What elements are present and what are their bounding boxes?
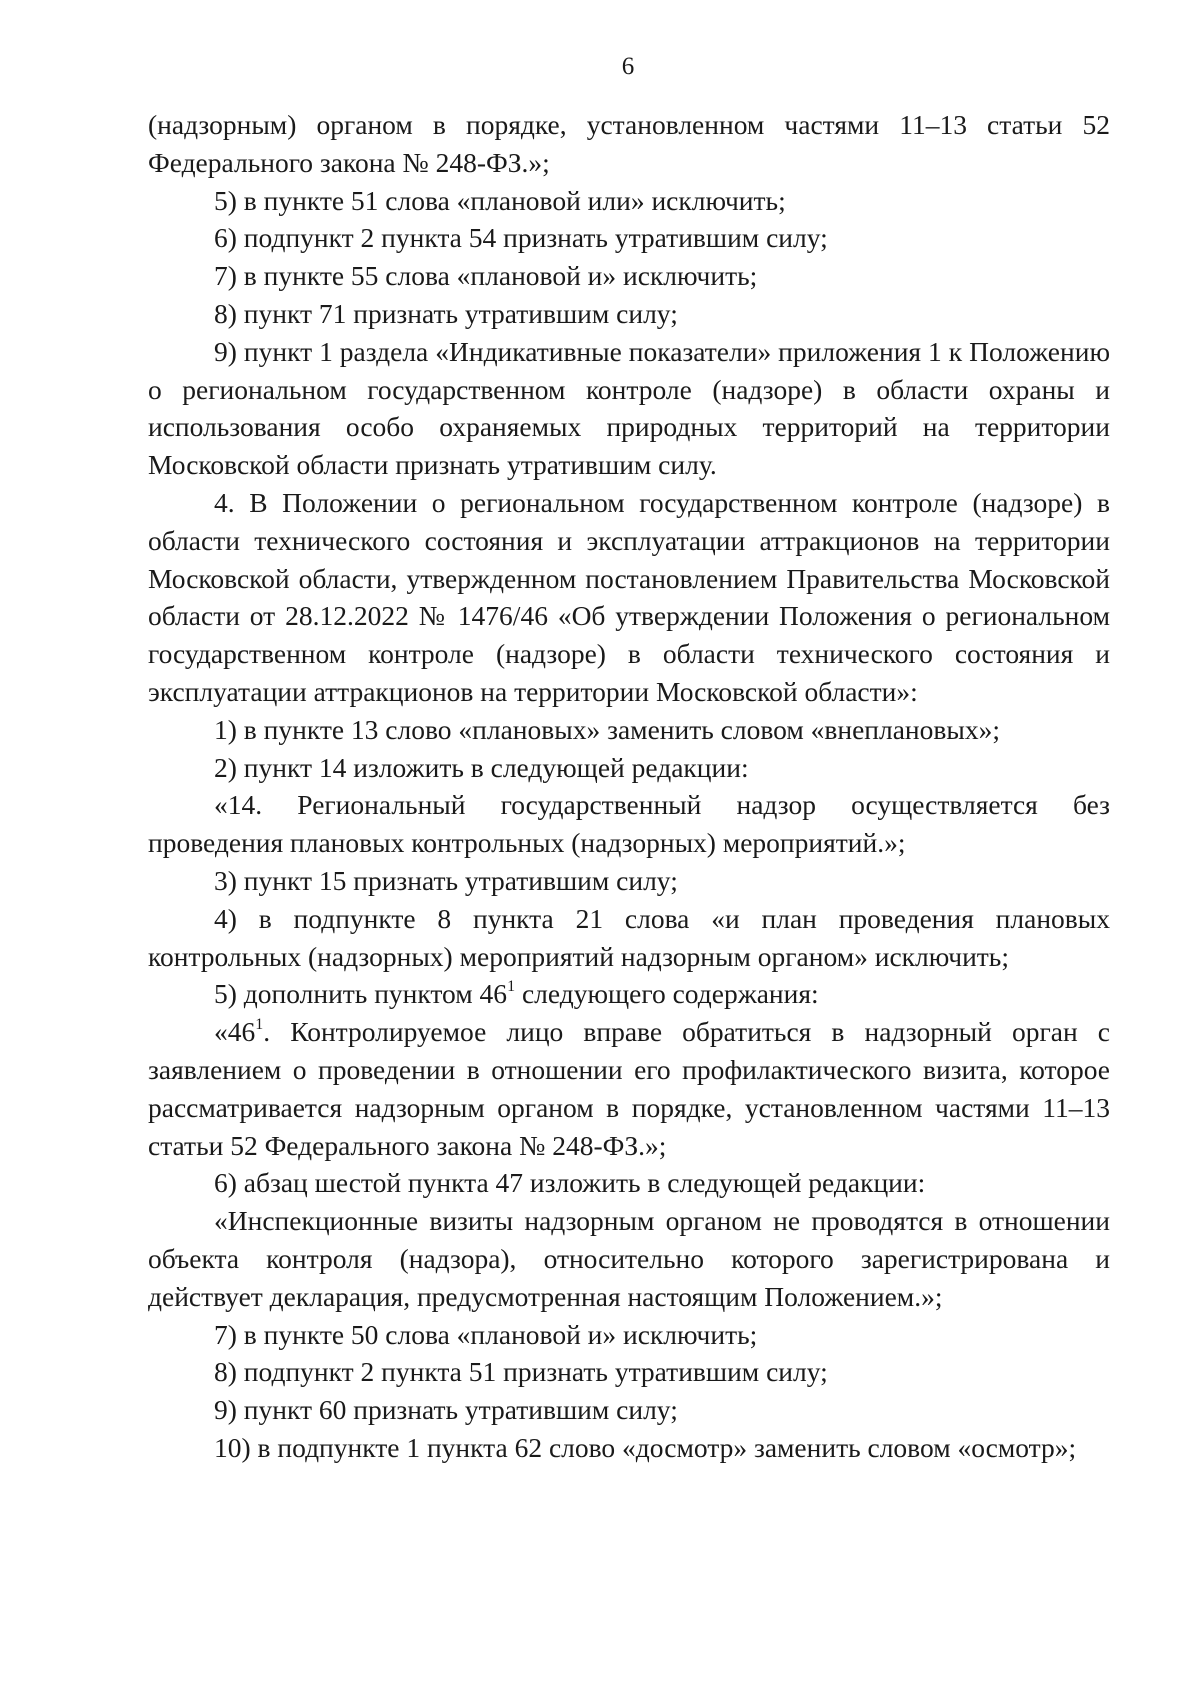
paragraph-sub-7: 7) в пункте 50 слова «плановой и» исключить;	[214, 1318, 758, 1350]
paragraph-item-5: 5) в пункте 51 слова «плановой или» исключить;	[214, 184, 786, 216]
paragraph-quote-inspection: «Инспекционные визиты надзорным органом не проводятся в отношении объекта контроля (надзора), относительно которого зарегистрирована и действует декларация, предусмотренная настоящим Положением.»;	[148, 1205, 1110, 1312]
paragraph-sub-5-after: следующего содержания:	[515, 978, 819, 1010]
paragraph-quote-46-1	[148, 1013, 1110, 1164]
paragraph-sub-2: 2) пункт 14 изложить в следующей редакции:	[214, 751, 749, 783]
paragraph-sub-1: 1) в пункте 13 слово «плановых» заменить словом «внеплановых»;	[214, 713, 1000, 745]
paragraph-section-4: 4. В Положении о региональном государственном контроле (надзоре) в области технического состояния и эксплуатации аттракционов на территории Московской области, утвержденном постановлением Правительства Московской области от 28.12.2022 № 1476/46 «Об утверждении Положения о региональном государственном контроле (надзоре) в области технического состояния и эксплуатации аттракционов на территории Московской области»:	[148, 486, 1110, 707]
paragraph-quote-14: «14. Региональный государственный надзор осуществляется без проведения плановых контрольных (надзорных) мероприятий.»;	[148, 789, 1110, 859]
paragraph-quote-46-1-before: «46	[214, 1016, 256, 1048]
superscript: 1	[507, 978, 516, 996]
superscript: 1	[255, 1016, 264, 1034]
paragraph-item-6: 6) подпункт 2 пункта 54 признать утратившим силу;	[214, 222, 828, 254]
paragraph-sub-6: 6) абзац шестой пункта 47 изложить в следующей редакции:	[214, 1167, 926, 1199]
paragraph-sub-4: 4) в подпункте 8 пункта 21 слова «и план проведения плановых контрольных (надзорных) мероприятий надзорным органом» исключить;	[148, 902, 1110, 972]
page-number: 6	[621, 53, 635, 80]
paragraph-sub-8: 8) подпункт 2 пункта 51 признать утратившим силу;	[214, 1356, 828, 1388]
paragraph-sub-5	[148, 975, 1110, 1013]
paragraph-sub-5-before: 5) дополнить пунктом 46	[214, 978, 508, 1010]
paragraph-item-8: 8) пункт 71 признать утратившим силу;	[214, 297, 678, 329]
paragraph-quote-46-1-after: . Контролируемое лицо вправе обратиться в надзорный орган с заявлением о проведении в отношении его профилактического визита, которое рассматривается надзорным органом в порядке, установленном частями 11–13 статьи 52 Федерального закона № 248-ФЗ.»;	[148, 1016, 1110, 1161]
paragraph-sub-10: 10) в подпункте 1 пункта 62 слово «досмотр» заменить словом «осмотр»;	[214, 1431, 1077, 1463]
paragraph-item-7: 7) в пункте 55 слова «плановой и» исключить;	[214, 260, 758, 292]
document-body	[148, 106, 1110, 1467]
paragraph-item-9: 9) пункт 1 раздела «Индикативные показатели» приложения 1 к Положению о региональном государственном контроле (надзоре) в области охраны и использования особо охраняемых природных территорий на территории Московской области признать утратившим силу.	[148, 335, 1110, 481]
paragraph-sub-9: 9) пункт 60 признать утратившим силу;	[214, 1394, 678, 1426]
paragraph-continuation: (надзорным) органом в порядке, установленном частями 11–13 статьи 52 Федерального закона № 248-ФЗ.»;	[148, 109, 1110, 178]
paragraph-sub-3: 3) пункт 15 признать утратившим силу;	[214, 864, 678, 896]
